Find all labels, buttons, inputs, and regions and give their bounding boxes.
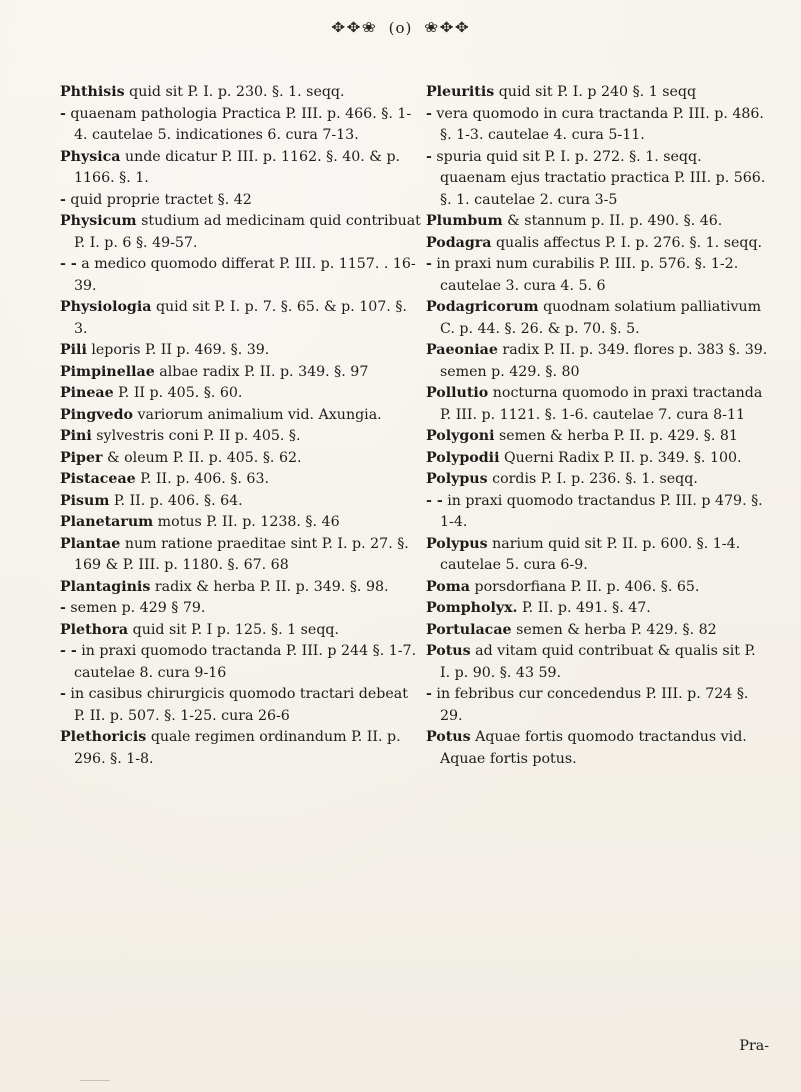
entry-reference: albae radix P. II. p. 349. §. 97 <box>159 363 369 380</box>
entry-reference: narium quid sit P. II. p. 600. §. 1-4. cautelae 5. cura 6-9. <box>440 535 741 573</box>
entry-reference: cordis P. I. p. 236. §. 1. seqq. <box>492 471 698 487</box>
entry-reference: in praxi quomodo tractandus P. III. p 479. §. 1-4. <box>440 492 763 530</box>
index-entry <box>426 469 768 491</box>
index-entry <box>426 297 768 340</box>
entry-headword: Pollutio <box>426 385 489 401</box>
entry-reference: variorum animalium vid. Axungia. <box>137 406 382 423</box>
entry-reference: radix & herba P. II. p. 349. §. 98. <box>154 578 389 595</box>
entry-reference: unde dicatur P. III. p. 1162. §. 40. & p. 1166. §. 1. <box>74 148 401 186</box>
page-number: (o) <box>388 19 413 37</box>
entry-reference: Aquae fortis quomodo tractandus vid. Aquae fortis potus. <box>440 729 747 767</box>
index-entry <box>60 469 422 491</box>
entry-headword: Physica <box>60 148 121 165</box>
entry-headword: - - <box>60 643 77 659</box>
entry-headword: Plantaginis <box>60 578 151 595</box>
index-entry <box>426 233 768 255</box>
entry-reference: quodnam solatium palliativum C. p. 44. §. 26. & p. 70. §. 5. <box>440 299 762 337</box>
entry-headword: Polypus <box>426 471 488 487</box>
index-entry <box>60 512 422 534</box>
index-entry <box>426 82 768 104</box>
entry-reference: studium ad medicinam quid contribuat P. I. p. 6 §. 49-57. <box>74 213 421 251</box>
entry-reference: semen & herba P. 429. §. 82 <box>516 621 717 638</box>
entry-headword: Plumbum <box>426 213 503 229</box>
entry-reference: P. II. p. 491. §. 47. <box>522 600 651 616</box>
entry-headword: Pili <box>60 342 87 358</box>
entry-reference: in praxi quomodo tractanda P. III. p 244 §. 1-7. cautelae 8. cura 9-16 <box>74 643 417 681</box>
entry-reference: & oleum P. II. p. 405. §. 62. <box>107 449 302 466</box>
entry-headword: Pompholyx. <box>426 600 518 616</box>
index-entry <box>426 727 768 770</box>
index-entry <box>426 426 768 448</box>
entry-headword: - <box>60 191 66 208</box>
entry-headword: Plantae <box>60 535 121 552</box>
index-entry <box>426 534 768 577</box>
index-entry <box>60 211 422 254</box>
entry-reference: P. II. p. 406. §. 64. <box>113 492 243 509</box>
index-entry <box>426 104 768 147</box>
entry-headword: Pimpinellae <box>60 363 155 380</box>
left-column <box>60 82 422 770</box>
index-entry <box>60 297 422 340</box>
index-entry <box>60 534 422 577</box>
entry-headword: Plethora <box>60 621 129 638</box>
entry-headword: - <box>60 105 66 122</box>
index-entry <box>426 448 768 470</box>
index-entry <box>426 598 768 620</box>
index-entry <box>426 340 768 383</box>
index-entry <box>426 491 768 534</box>
index-entry <box>60 104 422 147</box>
entry-headword: Pineae <box>60 385 114 401</box>
entry-headword: Polygoni <box>426 428 495 444</box>
entry-reference: in praxi num curabilis P. III. p. 576. §. 1-2. cautelae 3. cura 4. 5. 6 <box>436 256 739 294</box>
index-entry <box>426 620 768 642</box>
index-entry <box>60 491 422 513</box>
index-entry <box>426 211 768 233</box>
index-entry <box>60 405 422 427</box>
entry-reference: num ratione praeditae sint P. I. p. 27. §. 169 & P. III. p. 1180. §. 67. 68 <box>74 535 409 573</box>
index-entry <box>426 641 768 684</box>
index-entry <box>60 82 422 104</box>
entry-reference: quid sit P. I. p. 230. §. 1. seqq. <box>129 84 345 100</box>
entry-reference: & stannum p. II. p. 490. §. 46. <box>507 213 723 229</box>
entry-headword: - <box>426 105 432 122</box>
entry-headword: - - <box>426 492 443 509</box>
entry-headword: Polypus <box>426 535 488 552</box>
index-entry <box>60 620 422 642</box>
entry-headword: Podagricorum <box>426 299 539 315</box>
entry-headword: Podagra <box>426 234 492 251</box>
entry-reference: quaenam pathologia Practica P. III. p. 466. §. 1-4. cautelae 5. indicationes 6. cura 7-13. <box>70 105 412 143</box>
index-entry <box>60 362 422 384</box>
entry-reference: semen p. 429 § 79. <box>70 600 206 616</box>
entry-reference: porsdorfiana P. II. p. 406. §. 65. <box>474 578 700 595</box>
entry-reference: P. II p. 405. §. 60. <box>118 385 243 401</box>
index-entry <box>426 254 768 297</box>
entry-reference: Querni Radix P. II. p. 349. §. 100. <box>503 449 742 466</box>
page-header <box>0 18 801 37</box>
entry-reference: quid sit P. I. p. 7. §. 65. & p. 107. §. 3. <box>74 299 407 337</box>
entry-headword: Paeoniae <box>426 342 498 358</box>
entry-headword: Plethoricis <box>60 729 147 745</box>
entry-reference: semen & herba P. II. p. 429. §. 81 <box>499 428 738 444</box>
entry-reference: leporis P. II p. 469. §. 39. <box>91 342 270 358</box>
index-entry <box>60 426 422 448</box>
entry-reference: motus P. II. p. 1238. §. 46 <box>157 514 340 530</box>
entry-reference: in febribus cur concedendus P. III. p. 724 §. 29. <box>436 686 749 724</box>
entry-reference: quale regimen ordinandum P. II. p. 296. §. 1-8. <box>74 729 401 767</box>
entry-headword: Polypodii <box>426 449 500 466</box>
entry-headword: - <box>426 148 432 165</box>
index-entry <box>60 448 422 470</box>
index-entry <box>426 577 768 599</box>
entry-headword: Pini <box>60 428 92 444</box>
entry-reference: a medico quomodo differat P. III. p. 1157. . 16-39. <box>74 256 416 294</box>
entry-headword: - - <box>60 256 77 272</box>
entry-reference: nocturna quomodo in praxi tractanda P. III. p. 1121. §. 1-6. cautelae 7. cura 8-11 <box>440 385 763 423</box>
index-entry <box>60 383 422 405</box>
index-entry <box>60 598 422 620</box>
right-column <box>426 82 768 770</box>
entry-headword: Pisum <box>60 492 110 509</box>
entry-headword: Poma <box>426 578 470 595</box>
index-entry <box>60 641 422 684</box>
entry-reference: in casibus chirurgicis quomodo tractari debeat P. II. p. 507. §. 1-25. cura 26-6 <box>70 686 408 724</box>
index-entry <box>60 147 422 190</box>
index-entry <box>60 254 422 297</box>
entry-headword: Pleuritis <box>426 84 495 100</box>
entry-headword: Phthisis <box>60 84 125 100</box>
entry-reference: quid proprie tractet §. 42 <box>70 191 252 208</box>
entry-headword: Physiologia <box>60 299 152 315</box>
index-entry <box>426 383 768 426</box>
index-entry <box>426 147 768 212</box>
entry-reference: qualis affectus P. I. p. 276. §. 1. seqq. <box>495 234 763 251</box>
entry-headword: - <box>60 686 66 702</box>
entry-headword: Pingvedo <box>60 406 133 423</box>
index-entry <box>60 727 422 770</box>
entry-reference: sylvestris coni P. II p. 405. §. <box>96 428 301 444</box>
index-entry <box>60 190 422 212</box>
right-ornament: ❀✥✥ <box>424 20 471 36</box>
entry-headword: Potus <box>426 729 471 745</box>
left-ornament: ✥✥❀ <box>330 20 377 36</box>
catchword: Pra- <box>739 1038 769 1054</box>
entry-headword: Physicum <box>60 213 137 229</box>
bottom-mark <box>80 1080 110 1081</box>
entry-reference: P. II. p. 406. §. 63. <box>140 471 269 487</box>
entry-reference: quid sit P. I. p 240 §. 1 seqq <box>498 84 697 100</box>
index-entry <box>60 684 422 727</box>
entry-reference: spuria quid sit P. I. p. 272. §. 1. seqq. quaenam ejus tractatio practica P. III. p. 566. §. 1. cautelae 2. cura 3-5 <box>436 148 766 208</box>
entry-headword: - <box>426 686 432 702</box>
entry-reference: vera quomodo in cura tractanda P. III. p. 486. §. 1-3. cautelae 4. cura 5-11. <box>436 105 764 143</box>
entry-headword: Pistaceae <box>60 471 136 487</box>
entry-headword: Portulacae <box>426 621 512 638</box>
entry-headword: Planetarum <box>60 514 154 530</box>
entry-reference: ad vitam quid contribuat & qualis sit P. I. p. 90. §. 43 59. <box>440 643 756 681</box>
entry-headword: - <box>426 256 432 272</box>
index-entry <box>60 577 422 599</box>
entry-headword: Potus <box>426 643 471 659</box>
entry-headword: Piper <box>60 449 103 466</box>
index-entry <box>426 684 768 727</box>
entry-headword: - <box>60 600 66 616</box>
entry-reference: quid sit P. I p. 125. §. 1 seqq. <box>132 621 339 638</box>
entry-reference: radix P. II. p. 349. flores p. 383 §. 39. semen p. 429. §. 80 <box>440 342 768 380</box>
index-entry <box>60 340 422 362</box>
